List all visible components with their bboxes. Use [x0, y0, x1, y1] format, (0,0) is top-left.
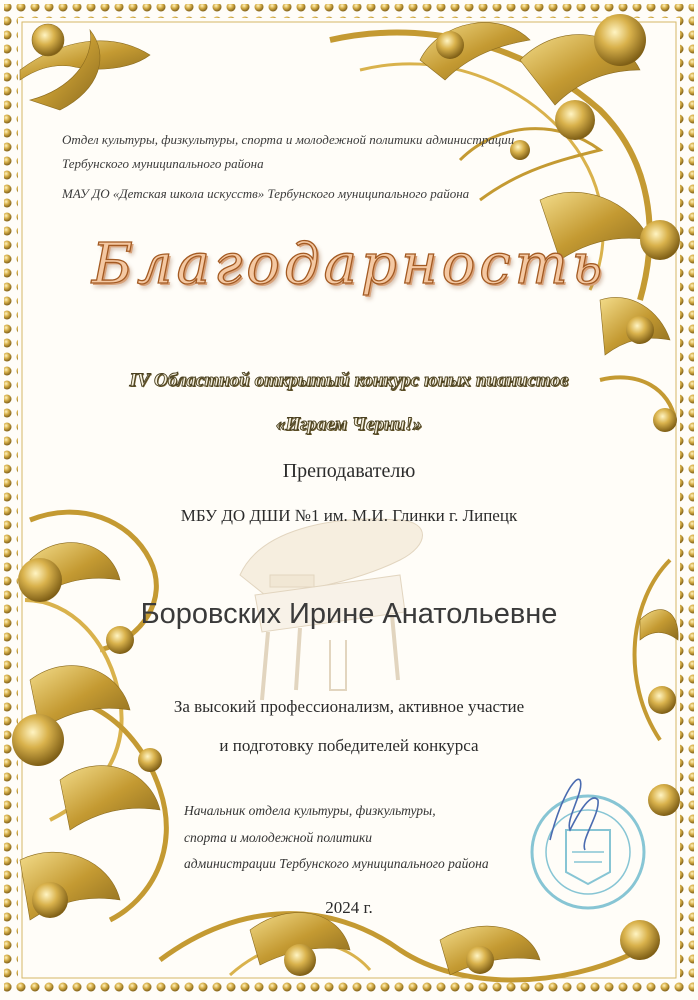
ornament-top-left [20, 24, 150, 110]
recipient-role: Преподавателю [282, 460, 416, 482]
official-stamp [532, 796, 644, 908]
school-line: МАУ ДО «Детская школа искусств» Тербунского муниципального района [62, 186, 470, 201]
year: 2024 г. [325, 898, 373, 917]
ornament-bottom [160, 913, 660, 980]
signature-mark [550, 779, 598, 850]
reason-line-1: За высокий профессионализм, активное участие [173, 697, 525, 716]
reason-line-2: и подготовку победителей конкурса [219, 736, 479, 755]
contest-subtitle: «Играем Черни!» [275, 414, 423, 435]
recipient-school: МБУ ДО ДШИ №1 им. М.И. Глинки г. Липецк [180, 506, 518, 525]
signature-line-3: администрации Тербунского муниципального района [184, 856, 489, 871]
signature-line-1: Начальник отдела культуры, физкультуры, [184, 803, 436, 818]
recipient-name: Боровских Ирине Анатольевне [140, 598, 558, 630]
org-line-2: Тербунского муниципального района [62, 156, 264, 171]
contest-name: IV Областной открытый конкурс юных пианистов [129, 370, 569, 391]
signature-line-2: спорта и молодежной политики [184, 830, 373, 845]
org-line-1: Отдел культуры, физкультуры, спорта и молодежной политики администрации [62, 132, 515, 147]
page-title: Благодарность [91, 232, 607, 297]
